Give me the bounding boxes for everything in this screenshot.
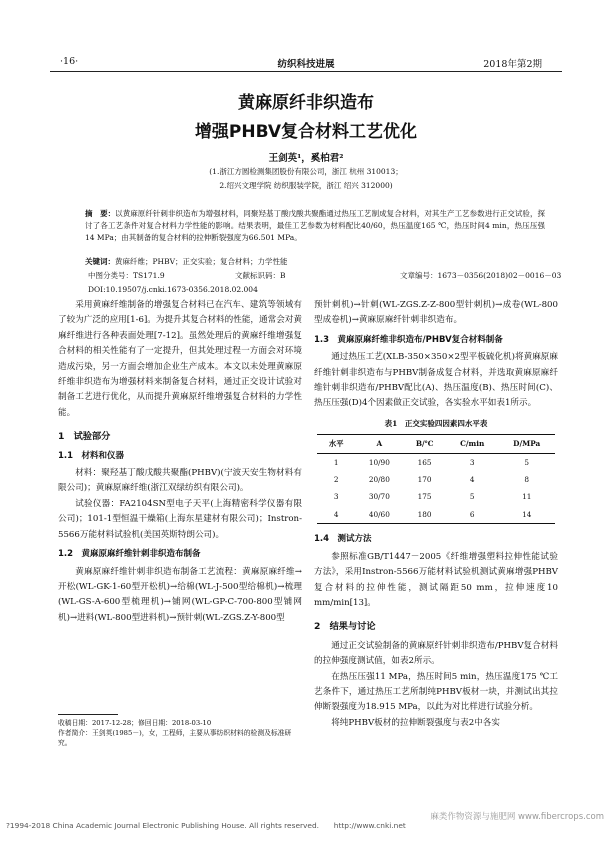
- table-row: [317, 453, 555, 471]
- affiliation-1: (1.浙江方圆检测集团股份有限公司，浙江 杭州 310013；: [209, 167, 403, 176]
- results-paragraph-2: 在热压压强11 MPa，热压时间5 min，热压温度175 ℃工艺条件下，通过热压工艺所制纯PHBV板材一块，并测试出其拉伸断裂强度为18.915 MPa，以此为对比样进行试验分析。: [314, 671, 558, 713]
- document-code: 文献标识码：B: [235, 271, 286, 280]
- section-2-heading: 2 结果与讨论: [314, 621, 376, 633]
- table-cell: 175: [417, 492, 432, 502]
- test-method-paragraph: 参照标准GB/T1447－2005《纤维增强塑料拉伸性能试验方法》，采用Instron-5566万能材料试验机测试黄麻增强PHBV复合材料的拉伸性能，测试隔距50 mm，拉伸速度10 mm/min[13]。: [314, 551, 558, 608]
- table-1-caption: 表1 正交实验四因素四水平表: [384, 418, 488, 428]
- title-line-2: 增强PHBV复合材料工艺优化: [194, 122, 418, 142]
- keywords-text: 黄麻纤维；PHBV；正交实验；复合材料；力学性能: [115, 257, 288, 266]
- keywords-label: 关键词：: [85, 257, 115, 266]
- table-header-cell: C/min: [460, 439, 485, 449]
- table-cell: 40/60: [368, 509, 390, 519]
- table-row: [317, 506, 555, 524]
- table-header-cell: 水平: [328, 439, 344, 449]
- table-cell: 30/70: [368, 492, 390, 502]
- table-cell: 11: [522, 492, 532, 502]
- watermark: 麻类作物资源与施肥网 www.fibercrops.com: [430, 812, 604, 822]
- table-cell: 10/90: [368, 457, 390, 467]
- table-header-cell: B/℃: [415, 439, 434, 449]
- right-column: [314, 298, 558, 731]
- results-paragraph-3: 将纯PHBV板材的拉伸断裂强度与表2中各实: [331, 717, 500, 728]
- section-1-2-heading: 1.2 黄麻原麻纤维针刺非织造布制备: [58, 549, 201, 560]
- table-cell: 165: [417, 457, 432, 467]
- table-header-cell: D/MPa: [513, 439, 541, 449]
- table-cell: 1: [333, 457, 339, 467]
- table-cell: 6: [469, 509, 475, 519]
- page-number: ·16·: [60, 56, 79, 67]
- section-1-1-heading: 1.1 材料和仪器: [58, 450, 125, 461]
- materials-paragraph: 材料：聚羟基丁酸戊酸共聚酯(PHBV)(宁波天安生物材料有限公司)；黄麻原麻纤维(浙江双绿纺织有限公司)。: [58, 468, 302, 494]
- table-row: [317, 488, 555, 505]
- intro-paragraph: 采用黄麻纤维制备的增强复合材料已在汽车、建筑等领域有了较为广泛的应用[1-6]。为提升其复合材料的性能，通常会对黄麻纤维进行各种表面处理[7-12]。虽然处理后的黄麻纤维增强复合材料的相关性能有了一定提升，但其处理过程一方面会对环境造成污染，另一方面会增加企业生产成本。本文以未处理黄麻原纤维非织造布为增强材料来制备复合材料，通过正交设计试验对制备工艺进行优化，从而提升黄麻原纤维增强复合材料的力学性能。: [58, 300, 302, 418]
- authors: 王剑英¹，奚柏君²: [268, 153, 344, 164]
- issue-label: 2018年第2期: [483, 59, 542, 70]
- section-1-3-heading: 1.3 黄麻原麻纤维非织造布/PHBV复合材料制备: [314, 334, 503, 345]
- instruments-paragraph: 试验仪器：FA2104SN型电子天平(上海精密科学仪器有限公司)；101-1型恒温干燥箱(上海东星建材有限公司)；Instron-5566万能材料试验机(美国英斯特朗公司)。: [58, 498, 302, 540]
- table-cell: 14: [522, 509, 532, 519]
- title-line-1: 黄麻原纤非织造布: [238, 93, 374, 113]
- affiliation-2: 2.绍兴文理学院 纺织服装学院，浙江 绍兴 312000): [219, 181, 393, 190]
- author-bio: 作者简介：王剑英(1985－)，女，工程师，主要从事纺织材料的检测及标准研究。: [58, 729, 292, 747]
- keywords: [85, 256, 545, 268]
- table-cell: 4: [333, 509, 339, 519]
- abstract-text: 以黄麻原纤针刺非织造布为增强材料，同聚羟基丁酸戊酸共聚酯通过热压工艺制成复合材料，对其生产工艺参数进行正交试验，探讨了各工艺条件对复合材料力学性能的影响。结果表明，最佳工艺参数为材料配比40/60，热压温度165 ℃，热压时间4 min，热压压强14 MPa；由其制备的复合材料的拉伸断裂强度为66.501 MPa。: [85, 209, 546, 242]
- preparation-paragraph: 通过热压工艺(XLB-350×350×2型平板硫化机)将黄麻原麻纤维针刺非织造布与PHBV制备成复合材料，并选取黄麻原麻纤维针刺非织造布/PHBV配比(A)、热压温度(B)、热压时间(C)、热压压强(D)4个因素做正交试验，各实验水平如表1所示。: [314, 352, 558, 409]
- table-header-cell: A: [376, 439, 383, 449]
- table-cell: 3: [469, 457, 475, 467]
- footnote-rule: [58, 714, 118, 715]
- table-cell: 5: [469, 492, 475, 502]
- table-cell: 3: [333, 492, 339, 502]
- section-1-heading: 1 试验部分: [58, 431, 111, 443]
- journal-name: 纺织科技进展: [277, 59, 335, 70]
- results-paragraph-1: 通过正交试验制备的黄麻原纤针刺非织造布/PHBV复合材料的拉伸强度测试值，如表2所示。: [314, 640, 558, 667]
- table-cell: 8: [524, 475, 530, 485]
- table-cell: 5: [524, 457, 530, 467]
- table-header-row: [317, 435, 555, 453]
- process-continued: 预针刺机)→针刺(WL-ZGS.Z-Z-800型针刺机)→成卷(WL-800型成卷机)→黄麻原麻纤针刺非织造布。: [314, 300, 558, 326]
- table-cell: 170: [417, 475, 432, 485]
- footnotes: [58, 718, 302, 748]
- table-cell: 4: [469, 475, 475, 485]
- clc-number: 中图分类号：TS171.9: [88, 271, 165, 280]
- doi: DOI:10.19507/j.cnki.1673-0356.2018.02.004: [88, 285, 258, 294]
- table-cell: 2: [333, 475, 339, 485]
- copyright-footer: ?1994-2018 China Academic Journal Electronic Publishing House. All rights reserved. http://www.cnki.net: [6, 821, 406, 830]
- table-cell: 180: [417, 509, 432, 519]
- article-number: 文章编号：1673－0356(2018)02－0016－03: [400, 271, 562, 280]
- table-row: [317, 471, 555, 488]
- header-rule: [50, 71, 562, 72]
- left-column: [58, 298, 302, 626]
- table-cell: 20/80: [368, 475, 390, 485]
- orthogonal-table: [317, 434, 555, 524]
- abstract: [85, 208, 545, 244]
- section-1-4-heading: 1.4 测试方法: [314, 534, 372, 545]
- process-paragraph: 黄麻原麻纤维针刺非织造布制备工艺流程：黄麻原麻纤维→开松(WL-GK-1-60型开松机)→给棉(WL-J-500型给棉机)→梳理(WL-GS-A-600型梳理机)→铺网(WL-GP-C-700-800型铺网机)→进料(WL-800型进料机)→预针刺(WL-ZGS.Z-Y-800型: [58, 566, 302, 623]
- received-date: 收稿日期：2017-12-28；修回日期：2018-03-10: [58, 719, 212, 727]
- abstract-label: 摘 要：: [85, 209, 116, 218]
